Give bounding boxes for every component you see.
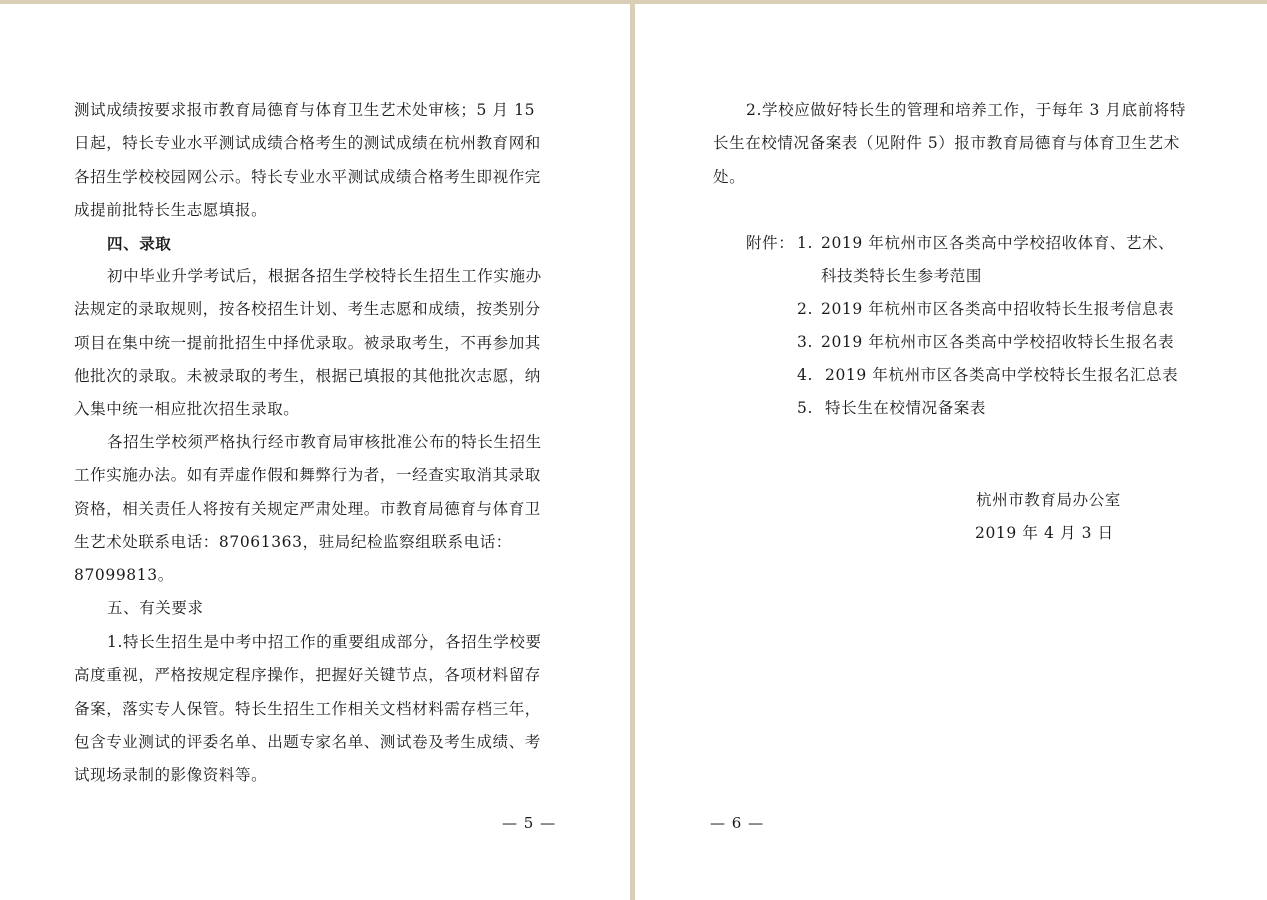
- attachment-number: 3.: [797, 333, 813, 351]
- attachment-number: 2.: [797, 300, 813, 318]
- attachment-title: 2019 年杭州市区各类高中学校招收特长生报名表: [821, 333, 1175, 351]
- page-number-6: — 6 —: [710, 814, 765, 832]
- attachment-title: 2019 年杭州市区各类高中学校特长生报名汇总表: [825, 366, 1179, 384]
- attachment-item-3: [797, 326, 1174, 359]
- attachment-number: 5.: [797, 399, 813, 417]
- page-left: [0, 4, 630, 900]
- attachment-title: 2019 年杭州市区各类高中学校招收体育、艺术、: [821, 234, 1175, 252]
- section-4-heading: 四、录取: [107, 234, 172, 253]
- attachment-title: 特长生在校情况备案表: [825, 399, 987, 417]
- signature-organization: 杭州市教育局办公室: [976, 491, 1121, 509]
- attachment-item-1: [797, 227, 1174, 260]
- attachments-label: 附件：: [746, 234, 795, 252]
- page-number-5: — 5 —: [502, 814, 557, 832]
- section-5-paragraph-2: 2.学校应做好特长生的管理和培养工作，于每年 3 月底前将特长生在校情况备案表（见附件 5）报市教育局德育与体育卫生艺术处。: [713, 101, 1187, 186]
- section-4-paragraph-2: 各招生学校须严格执行经市教育局审核批准公布的特长生招生工作实施办法。如有弄虚作假和舞弊行为者，一经查实取消其录取资格，相关责任人将按有关规定严肃处理。市教育局德育与体育卫生艺术处联系电话：87061363，驻局纪检监察组联系电话：87099813。: [74, 433, 542, 585]
- paragraph-continued: 测试成绩按要求报市教育局德育与体育卫生艺术处审核；5 月 15 日起，特长专业水平测试成绩合格考生的测试成绩在杭州教育网和各招生学校校园网公示。特长专业水平测试成绩合格考生即视作完成提前批特长生志愿填报。: [74, 101, 541, 219]
- attachment-item-5: [797, 392, 986, 425]
- attachment-item-2: [797, 293, 1174, 326]
- page-right: [635, 4, 1267, 900]
- attachment-title: 2019 年杭州市区各类高中招收特长生报考信息表: [821, 300, 1175, 318]
- attachment-number: 1.: [797, 234, 813, 252]
- section-5-heading: 五、有关要求: [107, 599, 204, 617]
- attachment-item-1-continued: 科技类特长生参考范围: [821, 267, 983, 285]
- attachment-item-4: [797, 359, 1178, 392]
- section-5-paragraph-1: 1.特长生招生是中考中招工作的重要组成部分，各招生学校要高度重视，严格按规定程序操作，把握好关键节点，各项材料留存备案，落实专人保管。特长生招生工作相关文档材料需存档三年，包含专业测试的评委名单、出题专家名单、测试卷及考生成绩、考试现场录制的影像资料等。: [74, 633, 542, 785]
- section-4-paragraph-1: 初中毕业升学考试后，根据各招生学校特长生招生工作实施办法规定的录取规则，按各校招生计划、考生志愿和成绩，按类别分项目在集中统一提前批招生中择优录取。被录取考生，不再参加其他批次的录取。未被录取的考生，根据已填报的其他批次志愿，纳入集中统一相应批次招生录取。: [74, 267, 542, 419]
- attachment-number: 4.: [797, 366, 813, 384]
- signature-date: 2019 年 4 月 3 日: [975, 524, 1114, 542]
